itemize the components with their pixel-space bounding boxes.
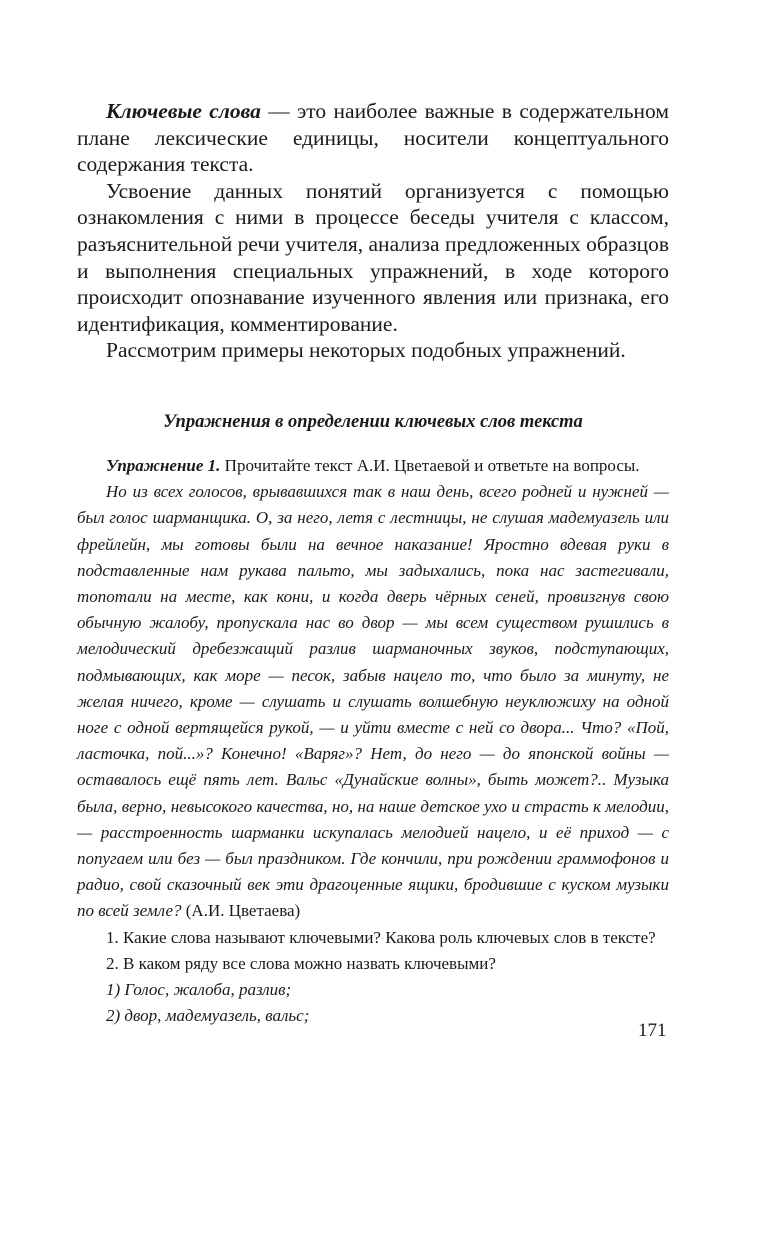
exercise-instruction-text: Прочитайте текст А.И. Цветаевой и ответьте на вопросы. [220,455,640,475]
definition-text: — это наиболее важные в содержательном плане лексические единицы, носители концептуального содержания текста. [77,99,669,177]
quote-attribution: (А.И. Цветаева) [181,901,301,921]
answer-option-2: 2) двор, мадемуазель, вальс; [106,1006,310,1026]
exercise-quote [77,479,669,924]
answer-option-1: 1) Голос, жалоба, разлив; [106,980,292,999]
method-paragraph: Усвоение данных понятий организуется с помощью ознакомления с ними в процессе беседы учителя с классом, разъяснительной речи учителя, анализа предложенных образцов и выполнения специальных упражнений, в ходе которого происходит опознавание изученного явления или признака, его идентификация, комментирование. [77,178,669,336]
definition-paragraph [77,98,669,178]
question-1: 1. Какие слова называют ключевыми? Какова роль ключевых слов в тексте? [106,927,656,947]
question-2: 2. В каком ряду все слова можно назвать ключевыми? [106,953,496,973]
section-heading: Упражнения в определении ключевых слов текста [163,411,583,432]
quote-text: Но из всех голосов, врывавшихся так в наш день, всего родней и нужней — был голос шарманщика. О, за него, летя с лестницы, не слушая мадемуазель или фрейлейн, мы готовы были на вечное наказание! Яростно вдевая руки в подставленные нам рукава пальто, мы задыхались, пока нас застегивали, топотали на месте, как кони, и когда дверь чёрных сеней, провизгнув свою обычную жалобу, пропускала нас во двор — мы всем существом рушились в мелодический дребезжащий разлив шарманочных звуков, подступающих, подмывающих, как море — песок, забыв нацело то, что было за минуту, не желая ничего, кроме — слушать и слушать волшебную неуклюжиху на одной ноге с одной вертящейся рукой, — и уйти вместе с ней со двора... Что? «Пой, ласточка, пой...»? Конечно! «Варяг»? Нет, до него — до японской войны — оставалось ещё пять лет. Вальс «Дунайские волны», быть может?.. Музыка была, верно, невысокого качества, но, на наше детское ухо и страсть к мелодии, — расстроенность шарманки искупалась мелодией нацело, и её приход — с попугаем или без — был праздником. Где кончили, при рождении граммофонов и радио, свой сказочный век эти драгоценные ящики, бродившие с куском музыки по всей земле? [77,482,669,921]
key-term: Ключевые слова [106,99,261,123]
page-content [77,98,669,1029]
page-number: 171 [638,1020,667,1041]
exercise-instruction [77,453,669,479]
examples-intro-paragraph: Рассмотрим примеры некоторых подобных упражнений. [106,338,626,363]
exercise-label: Упражнение 1. [106,455,221,475]
